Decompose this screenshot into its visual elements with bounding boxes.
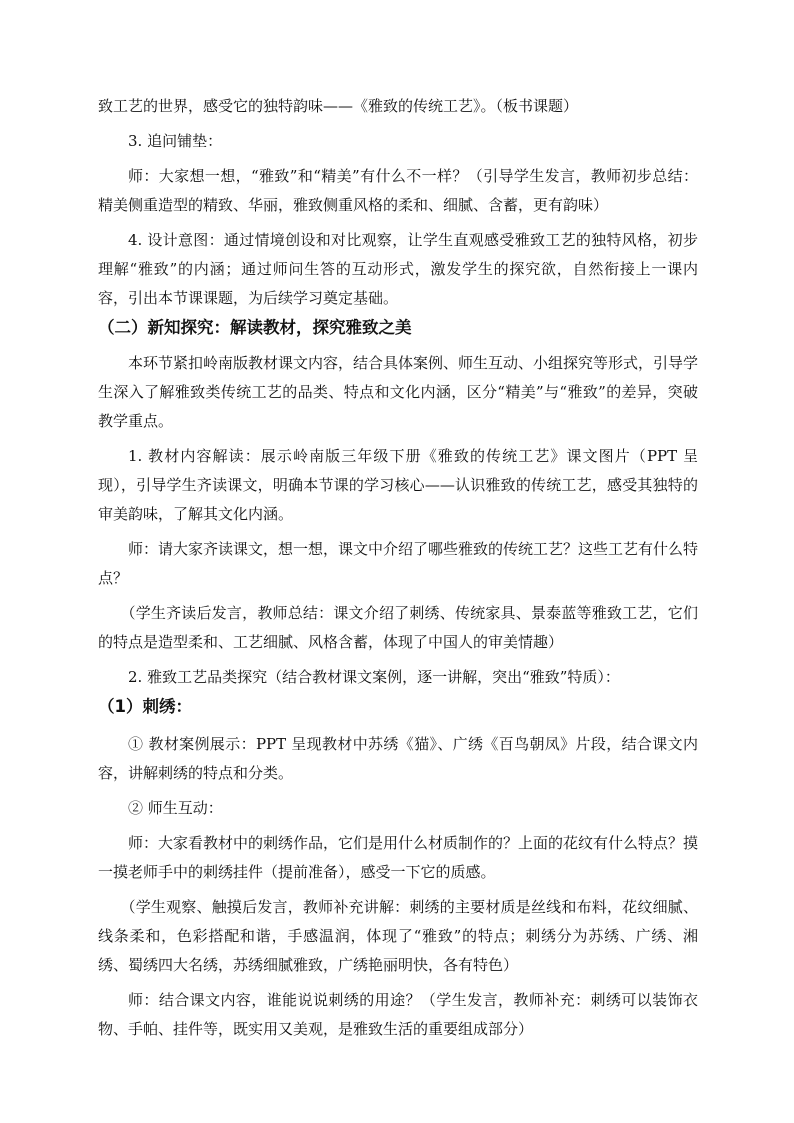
paragraph-teacher-question: 师：大家想一想，“雅致”和“精美”有什么不一样？（引导学生发言，教师初步总结：精美侧重造型的精致、华丽，雅致侧重风格的柔和、细腻、含蓄，更有韵味） (98, 167, 698, 214)
paragraph-case-display: ① 教材案例展示：PPT 呈现教材中苏绣《猫》、广绣《百鸟朝凤》片段，结合课文内容，讲解刺绣的特点和分类。 (98, 735, 698, 782)
subheading-embroidery: （1）刺绣： (98, 697, 192, 716)
paragraph-teacher-reading-prompt: 师：请大家齐读课文，想一想，课文中介绍了哪些雅致的传统工艺？这些工艺有什么特点？ (98, 540, 699, 587)
paragraph-embroidery-uses: 师：结合课文内容，谁能说说刺绣的用途？（学生发言，教师补充：刺绣可以装饰衣物、手帕、挂件等，既实用又美观，是雅致生活的重要组成部分） (98, 991, 698, 1038)
paragraph-embroidery-explanation: （学生观察、触摸后发言，教师补充讲解：刺绣的主要材质是丝线和布料，花纹细腻、线条柔和，色彩搭配和谐，手感温润，体现了“雅致”的特点；刺绣分为苏绣、广绣、湘绣、蜀绣四大名绣，苏绣细腻雅致，广绣艳丽明快，各有特色） (98, 898, 698, 974)
step-3-heading: 3. 追问铺垫： (128, 132, 223, 150)
paragraph-interaction-heading: ② 师生互动： (128, 799, 223, 817)
paragraph-student-summary: （学生齐读后发言，教师总结：课文介绍了刺绣、传统家具、景泰蓝等雅致工艺，它们的特点是造型柔和、工艺细腻、风格含蓄，体现了中国人的审美情趣） (98, 604, 698, 651)
paragraph-teacher-embroidery-question: 师：大家看教材中的刺绣作品，它们是用什么材质制作的？上面的花纹有什么特点？摸一摸老师手中的刺绣挂件（提前准备），感受一下它的质感。 (98, 834, 699, 881)
paragraph-textbook-reading: 1. 教材内容解读：展示岭南版三年级下册《雅致的传统工艺》课文图片（PPT 呈现），引导学生齐读课文，明确本节课的学习核心——认识雅致的传统工艺，感受其独特的审美韵味，了解其文化内涵。 (98, 447, 698, 523)
step-2-heading: 2. 雅致工艺品类探究（结合教材课文案例，逐一讲解，突出“雅致”特质）： (128, 668, 620, 686)
paragraph-section-intro: 本环节紧扣岭南版教材课文内容，结合具体案例、师生互动、小组探究等形式，引导学生深入了解雅致类传统工艺的品类、特点和文化内涵，区分“精美”与“雅致”的差异，突破教学重点。 (98, 354, 699, 430)
paragraph-design-intent: 4. 设计意图：通过情境创设和对比观察，让学生直观感受雅致工艺的独特风格，初步理解“雅致”的内涵；通过师问生答的互动形式，激发学生的探究欲，自然衔接上一课内容，引出本节课课题，为后续学习奠定基础。 (98, 231, 698, 307)
page-body (98, 92, 698, 1044)
paragraph-course-intro-end: 致工艺的世界，感受它的独特韵味——《雅致的传统工艺》。（板书课题） (98, 97, 579, 115)
section-heading-new-knowledge: （二）新知探究：解读教材，探究雅致之美 (98, 318, 412, 337)
